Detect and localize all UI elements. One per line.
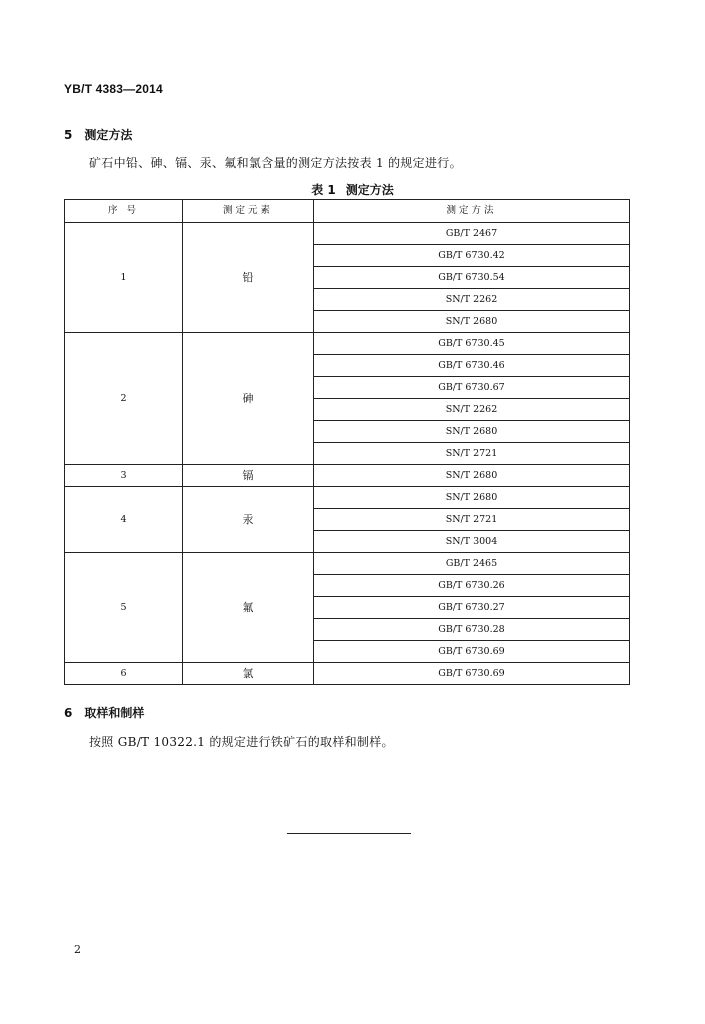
methods-table	[64, 199, 630, 685]
method-cell: SN/T 2680	[314, 311, 630, 333]
seq-cell: 1	[65, 223, 183, 333]
table-row	[65, 465, 630, 487]
method-cell: SN/T 2680	[314, 487, 630, 509]
table-body	[65, 223, 630, 685]
section-5-number: 5	[64, 128, 73, 142]
method-cell: SN/T 3004	[314, 531, 630, 553]
seq-cell: 5	[65, 553, 183, 663]
section-6-number: 6	[64, 706, 73, 720]
seq-cell: 2	[65, 333, 183, 465]
table-row	[65, 333, 630, 355]
element-cell: 铅	[183, 223, 314, 333]
element-cell: 镉	[183, 465, 314, 487]
method-cell: SN/T 2262	[314, 289, 630, 311]
header-element: 测定元素	[183, 200, 314, 223]
end-rule	[287, 833, 411, 834]
method-cell: GB/T 6730.54	[314, 267, 630, 289]
seq-cell: 4	[65, 487, 183, 553]
element-cell: 氟	[183, 553, 314, 663]
method-cell: GB/T 6730.46	[314, 355, 630, 377]
section-5-heading	[64, 126, 132, 143]
table-header-row	[65, 200, 630, 223]
table-caption-title: 测定方法	[345, 183, 394, 197]
method-cell: SN/T 2721	[314, 443, 630, 465]
table-row	[65, 223, 630, 245]
method-cell: GB/T 6730.69	[314, 641, 630, 663]
method-cell: GB/T 6730.67	[314, 377, 630, 399]
method-cell: GB/T 6730.45	[314, 333, 630, 355]
section-5-title: 测定方法	[84, 128, 133, 142]
method-cell: SN/T 2721	[314, 509, 630, 531]
table-row	[65, 663, 630, 685]
element-cell: 氯	[183, 663, 314, 685]
section-5-paragraph: 矿石中铅、砷、镉、汞、氟和氯含量的测定方法按表 1 的规定进行。	[89, 156, 462, 170]
section-6-heading	[64, 704, 144, 721]
method-cell: GB/T 6730.42	[314, 245, 630, 267]
header-seq: 序 号	[65, 200, 183, 223]
page-number: 2	[74, 943, 81, 956]
method-cell: SN/T 2680	[314, 421, 630, 443]
section-6-paragraph: 按照 GB/T 10322.1 的规定进行铁矿石的取样和制样。	[89, 735, 394, 749]
method-cell: GB/T 2465	[314, 553, 630, 575]
header-method: 测定方法	[314, 200, 630, 223]
method-cell: SN/T 2262	[314, 399, 630, 421]
table-row	[65, 553, 630, 575]
method-cell: SN/T 2680	[314, 465, 630, 487]
table-row	[65, 487, 630, 509]
table-caption	[0, 181, 705, 198]
element-cell: 砷	[183, 333, 314, 465]
method-cell: GB/T 6730.26	[314, 575, 630, 597]
method-cell: GB/T 6730.69	[314, 663, 630, 685]
method-cell: GB/T 2467	[314, 223, 630, 245]
seq-cell: 3	[65, 465, 183, 487]
section-6-title: 取样和制样	[84, 706, 145, 720]
method-cell: GB/T 6730.28	[314, 619, 630, 641]
table-caption-number: 表 1	[311, 183, 336, 197]
document-code: YB/T 4383—2014	[64, 82, 163, 96]
seq-cell: 6	[65, 663, 183, 685]
method-cell: GB/T 6730.27	[314, 597, 630, 619]
element-cell: 汞	[183, 487, 314, 553]
